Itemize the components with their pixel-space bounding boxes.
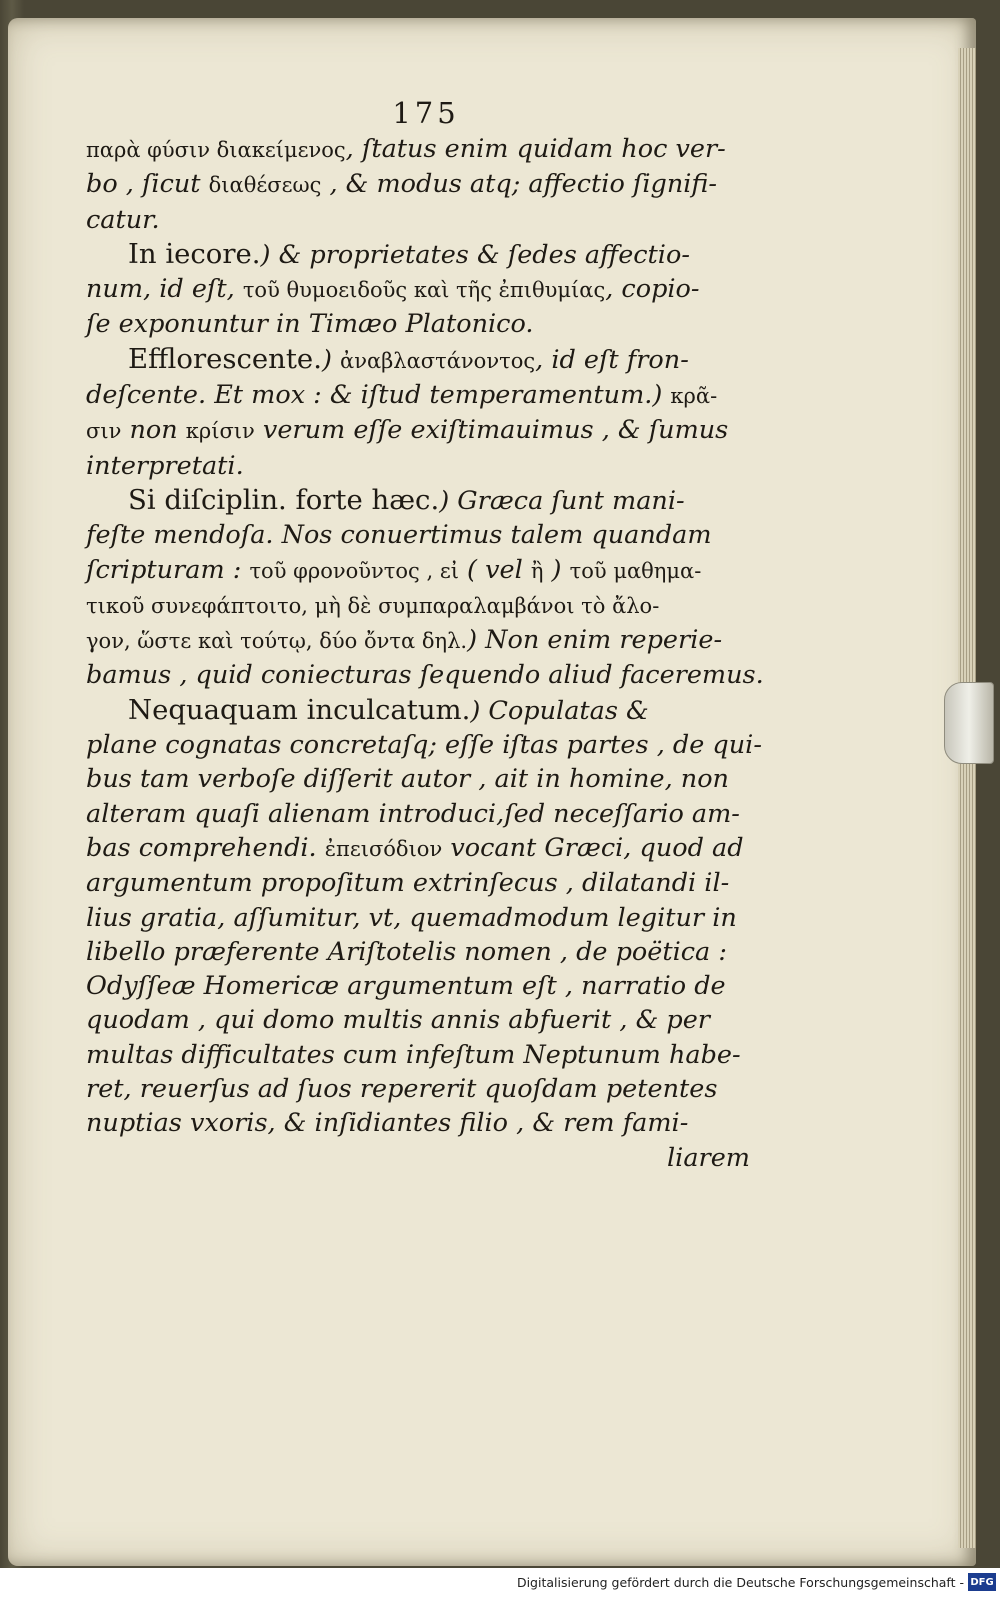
greek-text: κρίσιν [185,419,255,444]
greek-text: ἢ [530,558,544,583]
latin-text: , ſtatus enim quidam hoc ver- [345,134,726,164]
latin-text: bo , ſicut [86,169,209,200]
text-line [86,935,756,969]
greek-text: τοῦ φρονοῦντος , εἰ [249,558,459,583]
greek-text: ἐπεισόδιον [324,836,443,861]
latin-text: multas difficultates cum infeſtum Neptunum habe- [86,1039,741,1070]
text-line [86,831,756,866]
latin-text: , copio- [605,274,700,305]
text-line [86,203,756,237]
lemma-heading: Efflorescente. [128,342,322,375]
text-line [86,167,756,202]
catchword: liarem [667,1142,750,1173]
text-lines [86,132,764,1141]
latin-text: non [121,415,186,446]
latin-text: , id eſt fron- [535,344,689,375]
text-line [86,797,756,831]
latin-text: ) Copulatas & [470,695,649,726]
latin-text: vocant Græci, quod ad [442,832,744,863]
page-edge [958,48,976,1548]
latin-text: , & modus atq; affectio ſignifi- [321,169,718,200]
text-line [86,588,756,623]
latin-text: quodam , qui domo multis annis abfuerit , & per [86,1005,710,1036]
latin-text: bus tam verboſe diſſerit autor , ait in homine, non [86,764,729,795]
text-line [86,553,756,588]
text-line [86,1072,756,1106]
dfg-logo: DFG [968,1573,996,1591]
greek-text: γον, ὥστε καὶ τούτῳ, δύο ὄντα δηλ. [86,629,468,654]
greek-text: ἀναβλαστάνοντος [340,348,536,373]
text-line [86,237,756,272]
text-line [86,307,756,341]
greek-text: διαθέσεως [208,173,322,198]
text-line [86,728,762,762]
latin-text: plane cognatas concretaſq; eſſe iſtas partes , de qui- [86,730,762,761]
text-line [86,1003,756,1037]
latin-text: interpretati. [86,450,244,481]
latin-text: nuptias vxoris, & inſidiantes filio , & rem fami- [86,1108,689,1139]
text-line [86,132,756,167]
latin-text: ) Græca ſunt mani- [439,485,685,516]
greek-text: τικοῦ συνεφάπτοιτο, μὴ δὲ συμπαραλαμβάνοι τὸ ἄλο- [86,593,660,618]
greek-text: κρᾶ- [670,384,718,409]
text-line [86,866,756,900]
lemma-heading: Si diſciplin. forte hæc. [128,483,440,516]
latin-text: lius gratia, aſſumitur, vt, quemadmodum legitur in [86,902,737,933]
text-line [86,518,756,552]
latin-text: deſcente. Et mox : & iſtud temperamentum.) [86,380,671,411]
text-line [86,901,756,935]
text-line [86,413,756,448]
lemma-heading: In iecore. [128,237,261,270]
greek-text: τοῦ μαθημα- [569,558,702,583]
text-line [86,693,756,728]
latin-text: verum eſſe exiſtimauimus , & ſumus [254,415,729,446]
latin-text: ) Non enim reperie- [467,625,723,656]
page-text [86,96,764,1175]
greek-text: παρὰ φύσιν διακείμενος [86,138,346,162]
footer-credit: Digitalisierung gefördert durch die Deutsche Forschungsgemeinschaft - [516,1575,964,1590]
latin-text: Odyſſeæ Homericæ argumentum eſt , narratio de [86,971,726,1002]
text-line [86,378,756,413]
text-line [86,1106,756,1140]
footer-bar [0,1568,1000,1600]
text-line [86,1038,756,1072]
text-line [86,272,756,307]
latin-text: libello præferente Ariſtotelis nomen , de poëtica : [86,936,727,967]
bookmark-clip [944,682,994,764]
text-line [86,969,756,1003]
page-number: 175 [392,96,460,130]
latin-text: num, id eſt, [86,274,243,305]
latin-text: ) & proprietates & ſedes affectio- [260,239,690,270]
latin-text: ret, reuerſus ad ſuos repererit quoſdam petentes [86,1074,718,1105]
latin-text: ſcripturam : [86,554,250,585]
text-line [86,342,756,378]
text-line [86,483,756,518]
text-line [86,658,764,692]
latin-text: argumentum propoſitum extrinſecus , dilatandi il- [86,868,730,899]
text-line [86,762,756,796]
latin-text: alteram quaſi alienam introduci,ſed neceſſario am- [86,798,740,829]
latin-text: ) [321,344,341,375]
latin-text: feſte mendoſa. Nos conuertimus talem quandam [86,520,712,551]
latin-text: ) [543,554,570,585]
latin-text: ( vel [458,554,531,585]
latin-text: ſe exponuntur in Timæo Platonico. [86,309,534,340]
lemma-heading: Nequaquam inculcatum. [128,693,471,726]
latin-text: bas comprehendi. [86,832,325,863]
greek-text: τοῦ θυμοειδοῦς καὶ τῆς ἐπιθυμίας [242,278,606,303]
latin-text: bamus , quid coniecturas ſequendo aliud faceremus. [86,660,764,691]
greek-text: σιν [86,419,122,444]
latin-text: catur. [86,204,160,235]
text-line [86,623,756,658]
text-line [86,449,756,483]
